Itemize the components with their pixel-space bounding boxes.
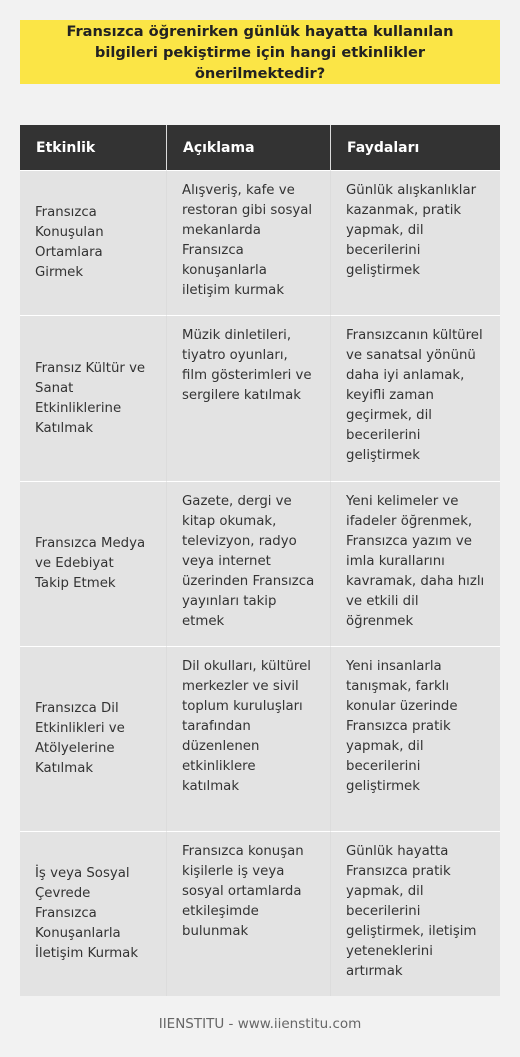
table-row (20, 170, 500, 315)
cell-benefits: Fransızcanın kültürel ve sanatsal yönünü daha iyi anlamak, keyifli zaman geçirmek, dil becerilerini geliştirmek (331, 315, 500, 481)
cell-description: Müzik dinletileri, tiyatro oyunları, film gösterimleri ve sergilere katılmak (167, 315, 331, 481)
cell-description: Dil okulları, kültürel merkezler ve sivil toplum kuruluşları tarafından düzenlenen etkinliklere katılmak (167, 646, 331, 831)
column-header-etkinlik: Etkinlik (20, 125, 167, 170)
page-title: Fransızca öğrenirken günlük hayatta kullanılan bilgileri pekiştirme için hangi etkinlikler önerilmektedir? (66, 22, 454, 82)
table-row (20, 831, 500, 996)
cell-description: Gazete, dergi ve kitap okumak, televizyon, radyo veya internet üzerinden Fransızca yayınları takip etmek (167, 481, 331, 646)
cell-description: Fransızca konuşan kişilerle iş veya sosyal ortamlarda etkileşimde bulunmak (167, 831, 331, 996)
title-banner (20, 20, 500, 84)
activities-table (20, 125, 500, 996)
cell-activity: Fransızca Dil Etkinlikleri ve Atölyelerine Katılmak (20, 646, 167, 831)
cell-description: Alışveriş, kafe ve restoran gibi sosyal mekanlarda Fransızca konuşanlarla iletişim kurmak (167, 170, 331, 315)
table-header-row (20, 125, 500, 170)
column-header-aciklama: Açıklama (167, 125, 331, 170)
footer-credit: IIENSTITU - www.iienstitu.com (158, 1016, 362, 1032)
cell-activity: Fransız Kültür ve Sanat Etkinliklerine Katılmak (20, 315, 167, 481)
cell-benefits: Günlük hayatta Fransızca pratik yapmak, dil becerilerini geliştirmek, iletişim yeteneklerini artırmak (331, 831, 500, 996)
cell-activity: Fransızca Konuşulan Ortamlara Girmek (20, 170, 167, 315)
cell-benefits: Günlük alışkanlıklar kazanmak, pratik yapmak, dil becerilerini geliştirmek (331, 170, 500, 315)
table-row (20, 481, 500, 646)
cell-benefits: Yeni insanlarla tanışmak, farklı konular üzerinde Fransızca pratik yapmak, dil becerilerini geliştirmek (331, 646, 500, 831)
cell-activity: Fransızca Medya ve Edebiyat Takip Etmek (20, 481, 167, 646)
table-row (20, 646, 500, 831)
table-row (20, 315, 500, 481)
cell-benefits: Yeni kelimeler ve ifadeler öğrenmek, Fransızca yazım ve imla kurallarını kavramak, daha hızlı ve etkili dil öğrenmek (331, 481, 500, 646)
cell-activity: İş veya Sosyal Çevrede Fransızca Konuşanlarla İletişim Kurmak (20, 831, 167, 996)
column-header-faydalari: Faydaları (331, 125, 500, 170)
